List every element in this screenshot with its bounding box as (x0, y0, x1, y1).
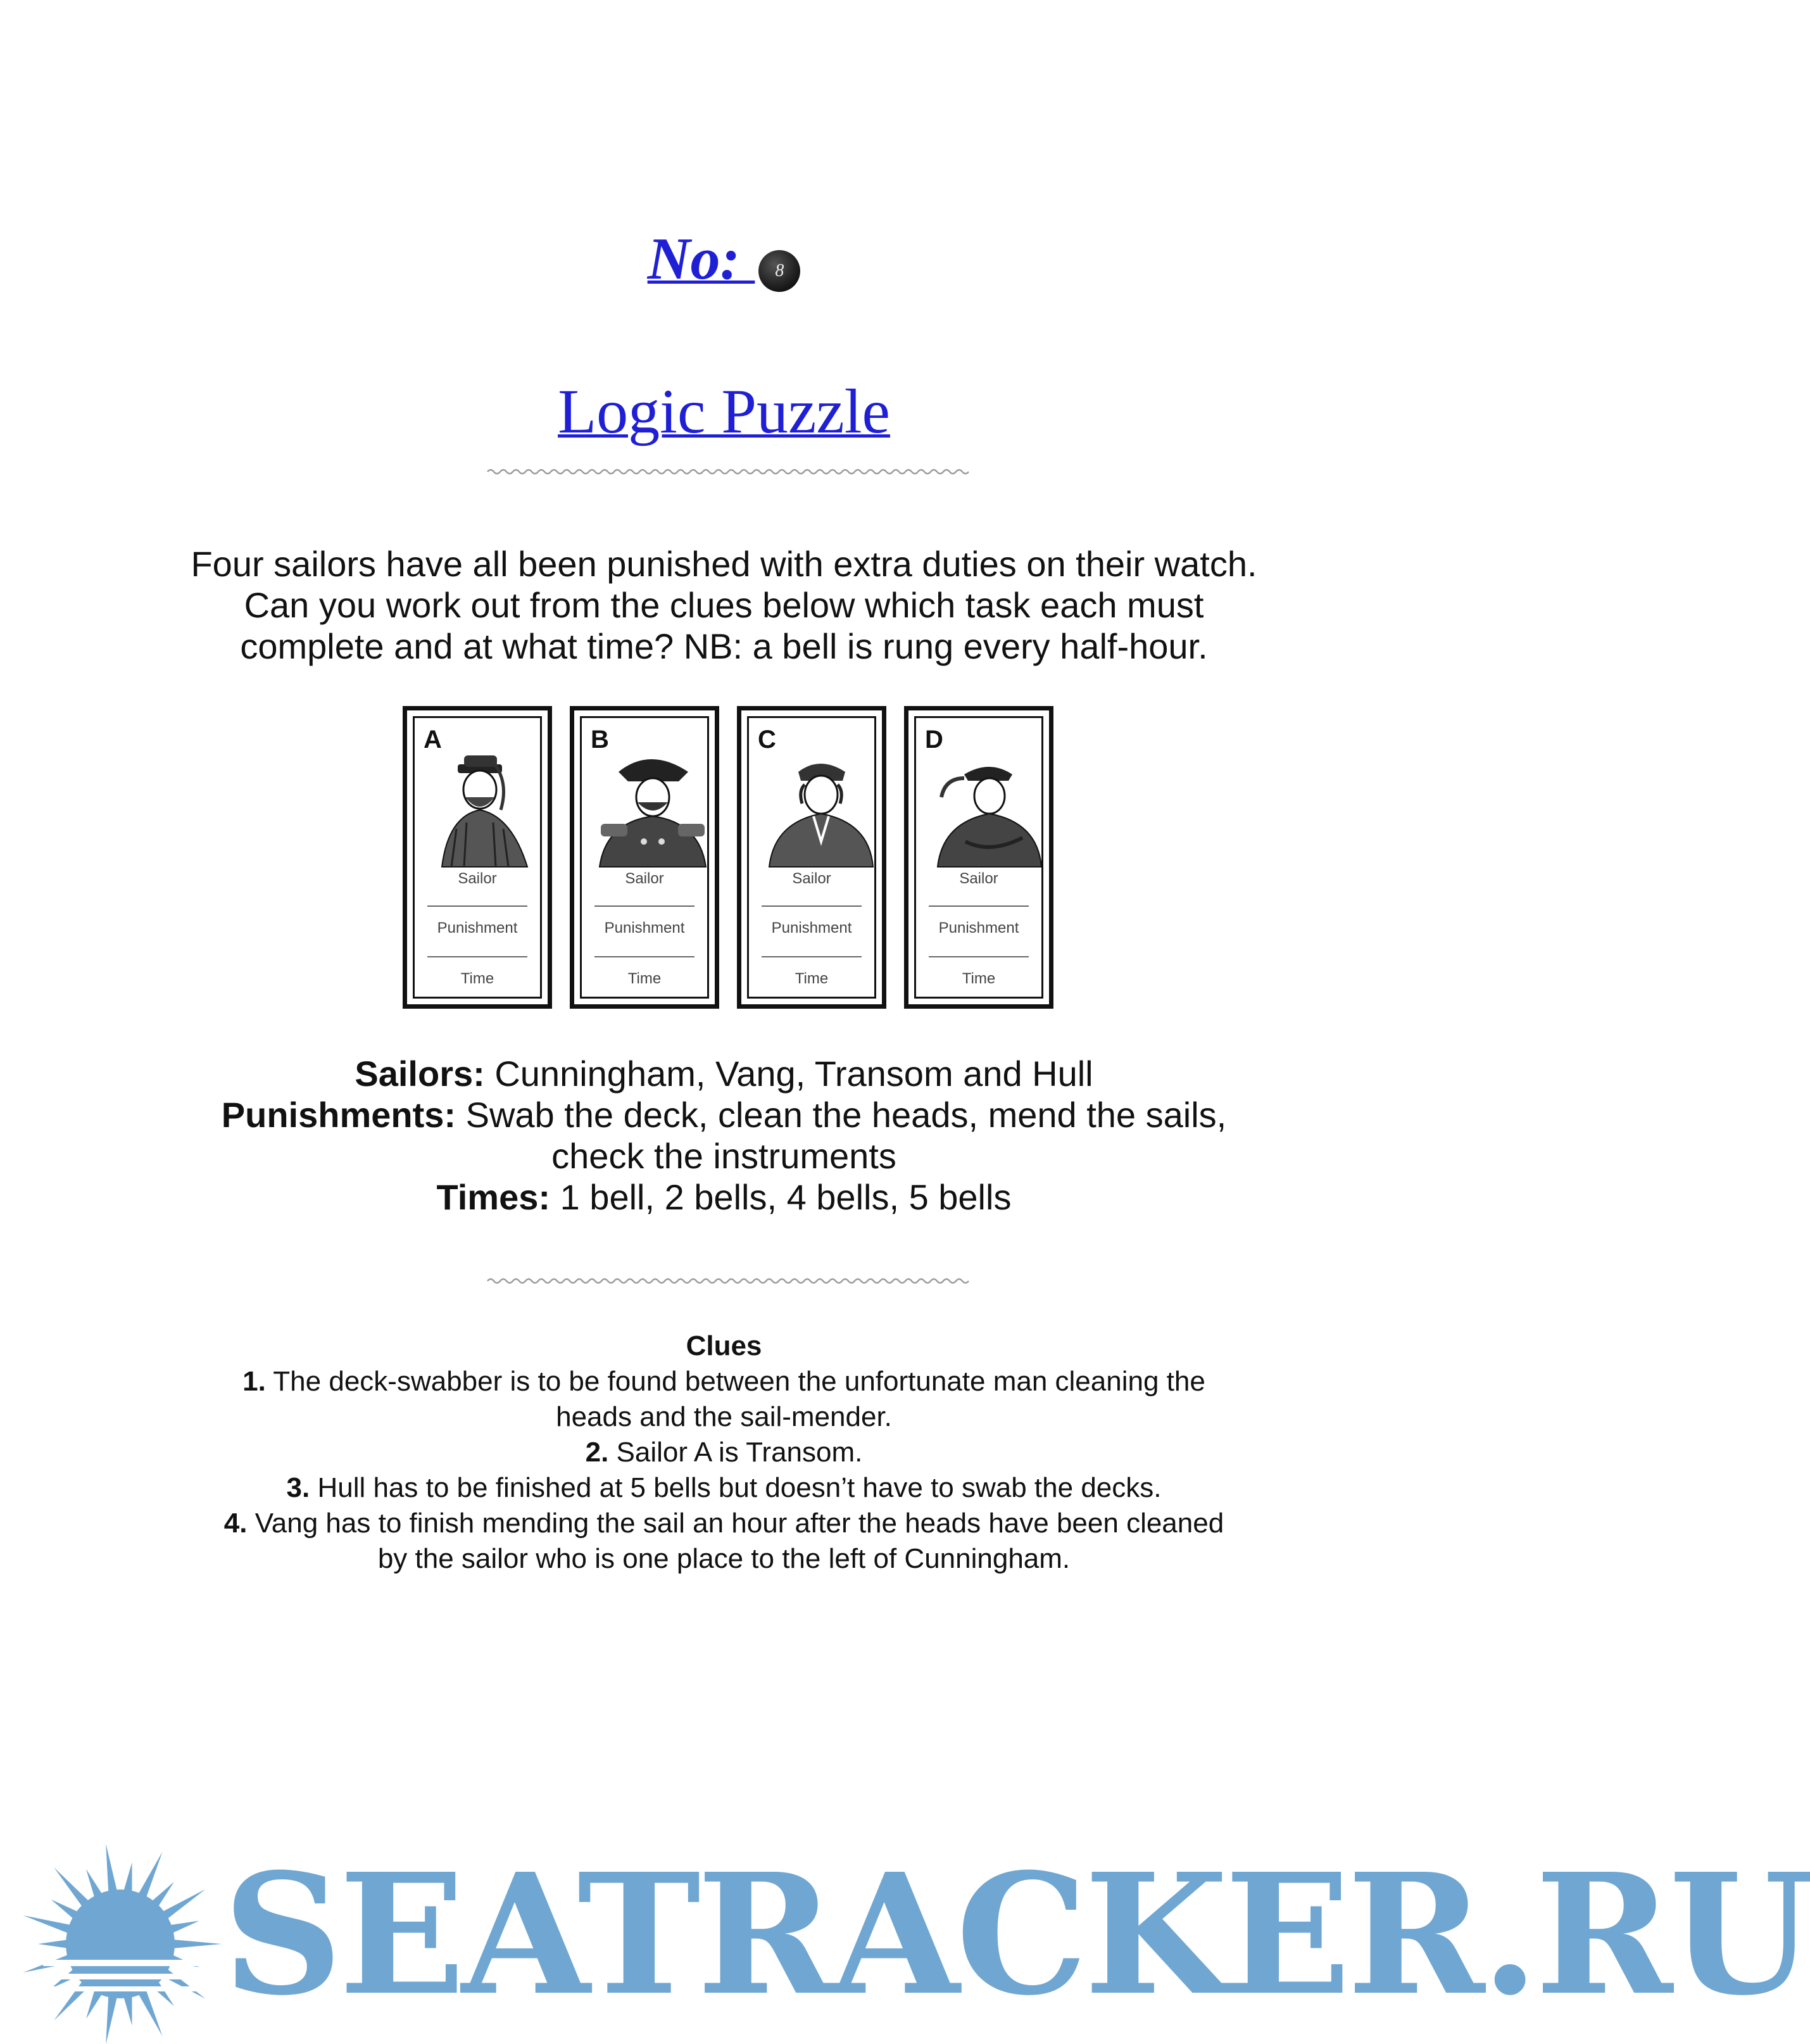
page-title-text[interactable]: Logic Puzzle (558, 376, 890, 446)
sun-ray (23, 1915, 73, 1934)
time-field-label: Time (962, 970, 996, 987)
page-title[interactable] (0, 375, 1448, 448)
intro-line: Four sailors have all been punished with extra duties on their watch. (191, 544, 1257, 584)
sun-ray (160, 1967, 206, 1999)
punishments-line (0, 1094, 1448, 1135)
intro-text (0, 543, 1448, 667)
intro-line: complete and at what time? NB: a bell is rung every half-hour. (240, 626, 1208, 666)
time-field-label: Time (627, 970, 662, 987)
sailor-portrait-image (426, 753, 545, 867)
card-letter: B (591, 726, 609, 754)
watermark-text: SEATRACKER.RU (223, 1837, 1810, 2032)
field-line (929, 905, 1029, 907)
sun-ray (171, 1940, 222, 1948)
sailor-field-label: Sailor (792, 870, 831, 887)
punishments-text: Swab the deck, clean the heads, mend the sails, (456, 1095, 1227, 1135)
card-letter: D (925, 726, 943, 754)
puzzle-number-row (0, 225, 1448, 293)
sailor-field-label: Sailor (458, 870, 497, 887)
clues-section (0, 1328, 1448, 1577)
clue-1-cont: heads and the sail-mender. (556, 1401, 892, 1432)
punishment-field-label: Punishment (604, 919, 685, 937)
field-line (427, 956, 527, 957)
sun-ray (160, 1889, 206, 1921)
time-field-label: Time (795, 970, 829, 987)
punishment-field-label: Punishment (437, 919, 518, 937)
clue-text: Hull has to be finished at 5 bells but doesn’t have to swab the decks. (310, 1472, 1162, 1503)
clue-text: Sailor A is Transom. (608, 1437, 863, 1468)
clue-text: The deck-swabber is to be found between the unfortunate man cleaning the (265, 1366, 1205, 1397)
card-frame (580, 716, 709, 999)
sailor-card-b (570, 706, 719, 1009)
divider-top (487, 465, 969, 478)
clue-number: 2. (585, 1437, 609, 1468)
card-frame (914, 716, 1043, 999)
clue-4 (0, 1506, 1448, 1541)
sailor-field-label: Sailor (959, 870, 998, 887)
sailor-portrait-image (760, 753, 879, 867)
card-letter: C (758, 726, 776, 754)
number-label[interactable]: No: (647, 226, 755, 292)
card-frame (747, 716, 876, 999)
divider-bottom (487, 1275, 969, 1287)
field-line (929, 956, 1029, 957)
punishments-line-2: check the instruments (551, 1136, 896, 1176)
sailors-line (0, 1053, 1448, 1094)
clue-3 (0, 1470, 1448, 1506)
punishment-field-label: Punishment (771, 919, 852, 937)
sailor-card-a (403, 706, 552, 1009)
clue-number: 3. (286, 1472, 310, 1503)
clues-heading (0, 1328, 1448, 1364)
number-badge: 8 (758, 250, 800, 292)
sailors-label: Sailors: (355, 1054, 485, 1094)
officer-portrait-image (593, 753, 712, 867)
punishment-field-label: Punishment (938, 919, 1019, 937)
field-line (427, 905, 527, 907)
times-line (0, 1177, 1448, 1218)
sun-ray (106, 1993, 118, 2044)
field-line (762, 905, 862, 907)
time-field-label: Time (460, 970, 494, 987)
field-line (594, 956, 694, 957)
card-frame (413, 716, 542, 999)
sailor-card-d (904, 706, 1053, 1009)
clue-2 (0, 1435, 1448, 1470)
punishments-label: Punishments: (221, 1095, 456, 1135)
sailors-text: Cunningham, Vang, Transom and Hull (484, 1054, 1093, 1094)
sun-ray (137, 1988, 163, 2036)
clue-4-cont: by the sailor who is one place to the left of Cunningham. (377, 1543, 1071, 1574)
intro-line: Can you work out from the clues below which task each must (244, 585, 1204, 625)
field-line (594, 905, 694, 907)
sailor-portrait-image (927, 753, 1046, 867)
sailor-card-c (737, 706, 886, 1009)
clue-number: 1. (242, 1366, 266, 1397)
sailor-field-label: Sailor (625, 870, 664, 887)
sun-ray (106, 1844, 118, 1895)
clue-1 (0, 1364, 1448, 1399)
clue-number: 4. (223, 1508, 248, 1539)
sun-ray (137, 1852, 163, 1900)
times-text: 1 bell, 2 bells, 4 bells, 5 bells (550, 1177, 1012, 1217)
sun-logo-icon (18, 1833, 223, 2039)
clues-heading-text: Clues (686, 1330, 762, 1361)
card-letter: A (424, 726, 442, 754)
times-label: Times: (436, 1177, 551, 1217)
sun-ray (38, 1940, 70, 1948)
field-line (762, 956, 862, 957)
clue-text: Vang has to finish mending the sail an hour after the heads have been cleaned (247, 1508, 1224, 1539)
puzzle-categories (0, 1053, 1448, 1218)
